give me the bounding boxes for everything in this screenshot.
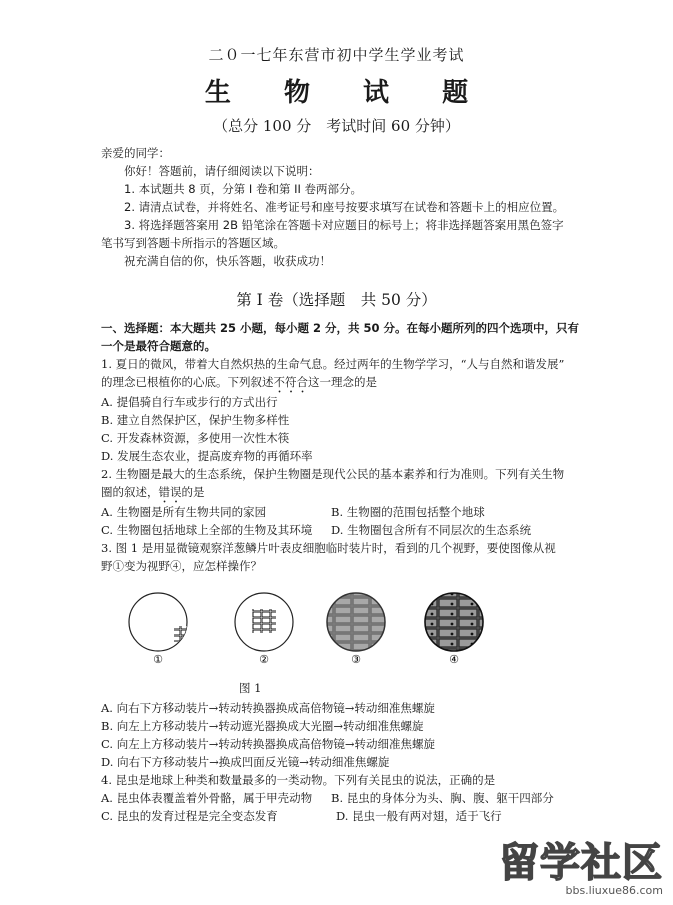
score-info: （总分 100 分 考试时间 60 分钟） [213, 117, 460, 135]
field-label-4: ④ [449, 653, 459, 666]
q3-stem-cont: 野①变为视野④，应怎样操作？ [101, 559, 262, 573]
watermark-logo-text: 留学社区 [499, 840, 663, 886]
q1-emphasis: 不符合 [273, 375, 308, 389]
figure-caption: 图 1 [239, 681, 262, 695]
q4-option-b: B. 昆虫的身体分为头、胸、腹、躯干四部分 [331, 791, 554, 805]
q3-option-a: A. 向右下方移动装片→转动转换器换成高倍物镜→转动细准焦螺旋 [101, 701, 435, 715]
q4-option-c: C. 昆虫的发育过程是完全变态发育 [101, 809, 278, 823]
field-label-1: ① [153, 653, 163, 666]
figure-1 [118, 588, 508, 668]
subject-title: 生 物 试 题 [204, 78, 491, 108]
q3-option-c: C. 向左上方移动装片→转动转换器换成高倍物镜→转动细准焦螺旋 [101, 737, 435, 751]
watermark [499, 831, 663, 897]
q2-option-a: A. 生物圈是所有生物共同的家园 [101, 505, 267, 519]
section-title: 第 I 卷（选择题 共 50 分） [236, 291, 437, 309]
q2-option-d: D. 生物圈包含所有不同层次的生态系统 [331, 523, 532, 537]
section-description: 一、选择题：本大题共 25 小题，每小题 2 分，共 50 分。在每小题所列的四个选项中，只有 [101, 321, 580, 335]
q2-stem-cont: 圈的叙述，错误的是 [101, 485, 205, 499]
q1-option-d: D. 发展生态农业，提高废弃物的再循环率 [101, 449, 313, 463]
field-1 [129, 593, 190, 651]
q1-option-b: B. 建立自然保护区，保护生物多样性 [101, 413, 290, 427]
instruction-item-3-cont: 笔书写到答题卡所指示的答题区域。 [101, 236, 285, 250]
q3-option-d: D. 向右下方移动装片→换成凹面反光镜→转动细准焦螺旋 [101, 755, 390, 769]
field-4 [421, 588, 491, 658]
instruction-wish: 祝充满自信的你，快乐答题，收获成功！ [124, 254, 331, 268]
q3-stem: 3. 图 1 是用显微镜观察洋葱鳞片叶表皮细胞临时装片时，看到的几个视野，要使图像从视 [101, 541, 556, 555]
q1-option-c: C. 开发森林资源，多使用一次性木筷 [101, 431, 290, 445]
q2-emphasis: 错误 [158, 485, 182, 499]
q1-option-a: A. 提倡骑自行车或步行的方式出行 [101, 395, 278, 409]
q1-stem-cont: 的理念已根植你的心底。下列叙述不符合这一理念的是 [101, 375, 377, 389]
q1-stem: 1. 夏日的微风，带着大自然炽热的生命气息。经过两年的生物学学习，“人与自然和谐发展” [101, 357, 565, 371]
q4-option-a: A. 昆虫体表覆盖着外骨骼，属于甲壳动物 [101, 791, 313, 805]
field-3 [323, 588, 393, 658]
q2-option-c: C. 生物圈包括地球上全部的生物及其环境 [101, 523, 313, 537]
exam-title: 二０一七年东营市初中学生学业考试 [208, 46, 465, 64]
instruction-item-3: 3. 将选择题答案用 2B 铅笔涂在答题卡对应题目的标号上；将非选择题答案用黑色签字 [124, 218, 564, 232]
section-description-cont: 一个是最符合题意的。 [101, 339, 216, 353]
instruction-intro: 你好！答题前，请仔细阅读以下说明： [124, 164, 320, 178]
watermark-url: bbs.liuxue86.com [565, 884, 663, 897]
q2-option-b: B. 生物圈的范围包括整个地球 [331, 505, 485, 519]
greeting: 亲爱的同学： [101, 146, 170, 160]
q4-stem: 4. 昆虫是地球上种类和数量最多的一类动物。下列有关昆虫的说法，正确的是 [101, 773, 496, 787]
q4-option-d: D. 昆虫一般有两对翅，适于飞行 [336, 809, 502, 823]
field-2 [235, 593, 293, 651]
instruction-item-2: 2. 请清点试卷，并将姓名、准考证号和座号按要求填写在试卷和答题卡上的相应位置。 [124, 200, 565, 214]
field-label-2: ② [259, 653, 269, 666]
q2-stem: 2. 生物圈是最大的生态系统，保护生物圈是现代公民的基本素养和行为准则。下列有关生物 [101, 467, 565, 481]
field-label-3: ③ [351, 653, 361, 666]
q3-option-b: B. 向左上方移动装片→转动遮光器换成大光圈→转动细准焦螺旋 [101, 719, 424, 733]
figure-1-svg [118, 588, 508, 668]
instruction-item-1: 1. 本试题共 8 页，分第 I 卷和第 II 卷两部分。 [124, 182, 363, 196]
